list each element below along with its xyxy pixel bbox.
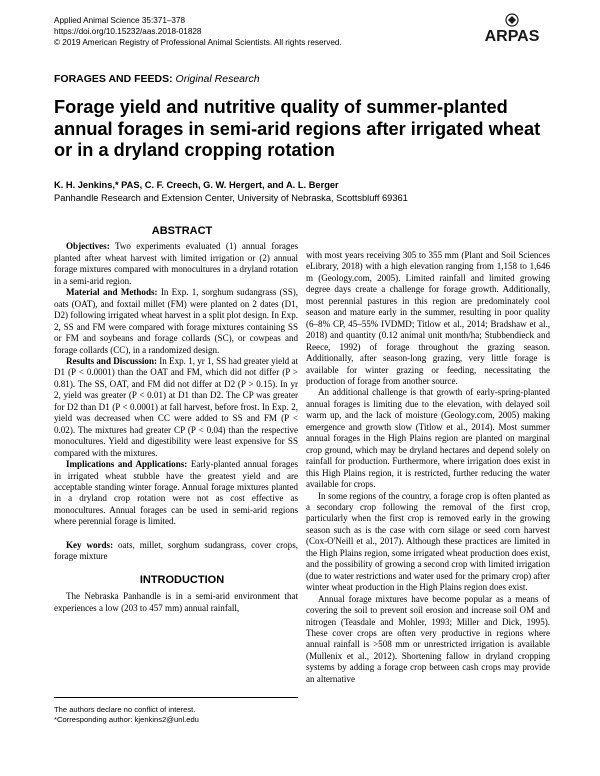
authors: K. H. Jenkins,* PAS, C. F. Creech, G. W. Hergert, and A. L. Berger bbox=[54, 180, 339, 190]
abstract-methods bbox=[54, 287, 298, 356]
section-type: Original Research bbox=[175, 73, 260, 85]
methods-label: Material and Methods: bbox=[66, 287, 158, 298]
body-paragraph-4: Annual forage mixtures have become popular as a means of covering the soil to prevent soil erosion and increase soil OM and nitrogen (Teasdale and Mohler, 1993; Miller and Dick, 1995). These cover crops are often very productive in regions where annual rainfall is >508 mm or unrestricted irrigation is available (Mullenix et al., 2012). Shortening fallow in dryland cropping systems by adding a forage crop between cash crops may provide an alternative bbox=[306, 593, 550, 684]
results-label: Results and Discussion: bbox=[66, 355, 158, 366]
doi-link[interactable]: https://doi.org/10.15232/aas.2018-01828 bbox=[54, 27, 202, 36]
results-text: In Exp. 1, yr 1, SS had greater yield at D1 (P < 0.0001) than the OAT and FM, which did not differ (P > 0.81). The SS, OAT, and FM did not differ at D2 (P > 0.15). In yr 2, yield was greater (P < 0.01) at D1 than D2. The CP was greater for D2 than D1 (P < 0.0001) at fall harvest, before frost. In Exp. 2, yield was decreased when CC were added to SS and FM (P < 0.02). The mixtures had greater CP (P < 0.04) than the respective monocultures. Yield and digestibility were least expensive for SS compared with the mixtures. bbox=[54, 355, 299, 458]
left-column bbox=[54, 226, 298, 614]
body-paragraph-2: An additional challenge is that growth of early-spring-planted annual forages is limiting due to the elevation, with delayed soil warm up, and the lack of moisture (Geology.com, 2005) making emergence and growth slow (Titlow et al., 2014). Most summer annual forages in the High Plains region are planted on marginal crop ground, which may be dryland hectares and depend solely on rainfall for production. Furthermore, where irrigation does exist in this High Plains region, it is restricted, further reducing the water available for crops. bbox=[306, 387, 550, 490]
abstract-implications bbox=[54, 459, 298, 528]
section-category: FORAGES AND FEEDS: bbox=[54, 73, 173, 85]
abstract-results bbox=[54, 356, 298, 459]
affiliation: Panhandle Research and Extension Center, University of Nebraska, Scottsbluff 69361 bbox=[54, 193, 408, 203]
keywords-text: oats, millet, sorghum sudangrass, cover crops, forage mixture bbox=[54, 539, 298, 562]
abstract-objectives bbox=[54, 241, 298, 287]
arpas-logo bbox=[474, 13, 550, 45]
objectives-text: Two experiments evaluated (1) annual forages planted after wheat harvest with limited irrigation or (2) annual forage mixtures compared with monocultures in a dryland rotation in a semi-arid region. bbox=[54, 241, 298, 286]
copyright: © 2019 American Registry of Professional Animal Scientists. All rights reserved. bbox=[54, 38, 342, 47]
logo-text: ARPAS bbox=[484, 28, 540, 45]
methods-text: In Exp. 1, sorghum sudangrass (SS), oats (OAT), and foxtail millet (FM) were planted on 2 dates (D1, D2) following irrigated wheat harvest in a split plot design. In Exp. 2, SS and FM were compared with forage mixtures containing SS or FM and soybeans and forage collards (SC), or cowpeas and forage collards (CC), in a randomized design. bbox=[54, 287, 299, 355]
implications-label: Implications and Applications: bbox=[66, 459, 188, 470]
corresponding-author[interactable]: *Corresponding author: kjenkins2@unl.edu bbox=[54, 715, 199, 725]
body-paragraph-1: with most years receiving 305 to 355 mm (Plant and Soil Sciences eLibrary, 2018) with a high elevation ranging from 1,158 to 1,646 m (Geology.com, 2005). Limited rainfall and limited growing degree days create a challenge for forage growth. Additionally, most perennial pastures in this region are predominately cool season and mature early in the summer, resulting in poor quality (6–8% CP, 45–55% IVDMD; Titlow et al., 2014; Bradshaw et al., 2018) and quantity (0.12 animal unit month/ha; Stubbendieck and Reece, 1992) of forage throughout the grazing season. Additionally, after season-long grazing, very little forage is available for winter grazing or feeding, necessitating the production of forage from another source. bbox=[306, 250, 550, 386]
footnotes bbox=[54, 697, 298, 726]
header-meta bbox=[54, 15, 342, 48]
keywords-label: Key words: bbox=[66, 539, 114, 550]
section-label bbox=[54, 73, 260, 85]
introduction-heading: INTRODUCTION bbox=[139, 573, 225, 586]
abstract-heading: ABSTRACT bbox=[151, 225, 213, 237]
conflict-statement: The authors declare no conflict of interest. bbox=[54, 705, 196, 714]
keywords bbox=[54, 540, 298, 563]
introduction-paragraph: The Nebraska Panhandle is in a semi-arid environment that experiences a low (203 to 457 mm) annual rainfall, bbox=[54, 591, 298, 613]
right-column bbox=[306, 250, 550, 685]
article-title: Forage yield and nutritive quality of summer-planted annual forages in semi-arid regions after irrigated wheat or in a dryland cropping rotation bbox=[54, 97, 541, 160]
journal-citation: Applied Animal Science 35:371–378 bbox=[54, 16, 186, 25]
body-paragraph-3: In some regions of the country, a forage crop is often planted as a secondary crop following the removal of the first crop, particularly when the first crop is removed early in the growing season such as is the case with corn silage or seed corn harvest (Cox-O'Neill et al., 2017). Although these practices are limited in the High Plains region, some irrigated wheat production does exist, and the possibility of growing a second crop with limited irrigation (due to water restrictions and water used for the primary crop) after winter wheat production in the High Plains region does exist. bbox=[306, 490, 550, 593]
objectives-label: Objectives: bbox=[66, 241, 110, 252]
implications-text: Early-planted annual forages in irrigated wheat stubble have the greatest yield and are acceptable standing winter forage. Annual forage mixtures planted in a dryland crop rotation were not as cost effective as monocultures. Annual forages can be used in semi-arid regions where perennial forage is limited. bbox=[54, 459, 298, 527]
